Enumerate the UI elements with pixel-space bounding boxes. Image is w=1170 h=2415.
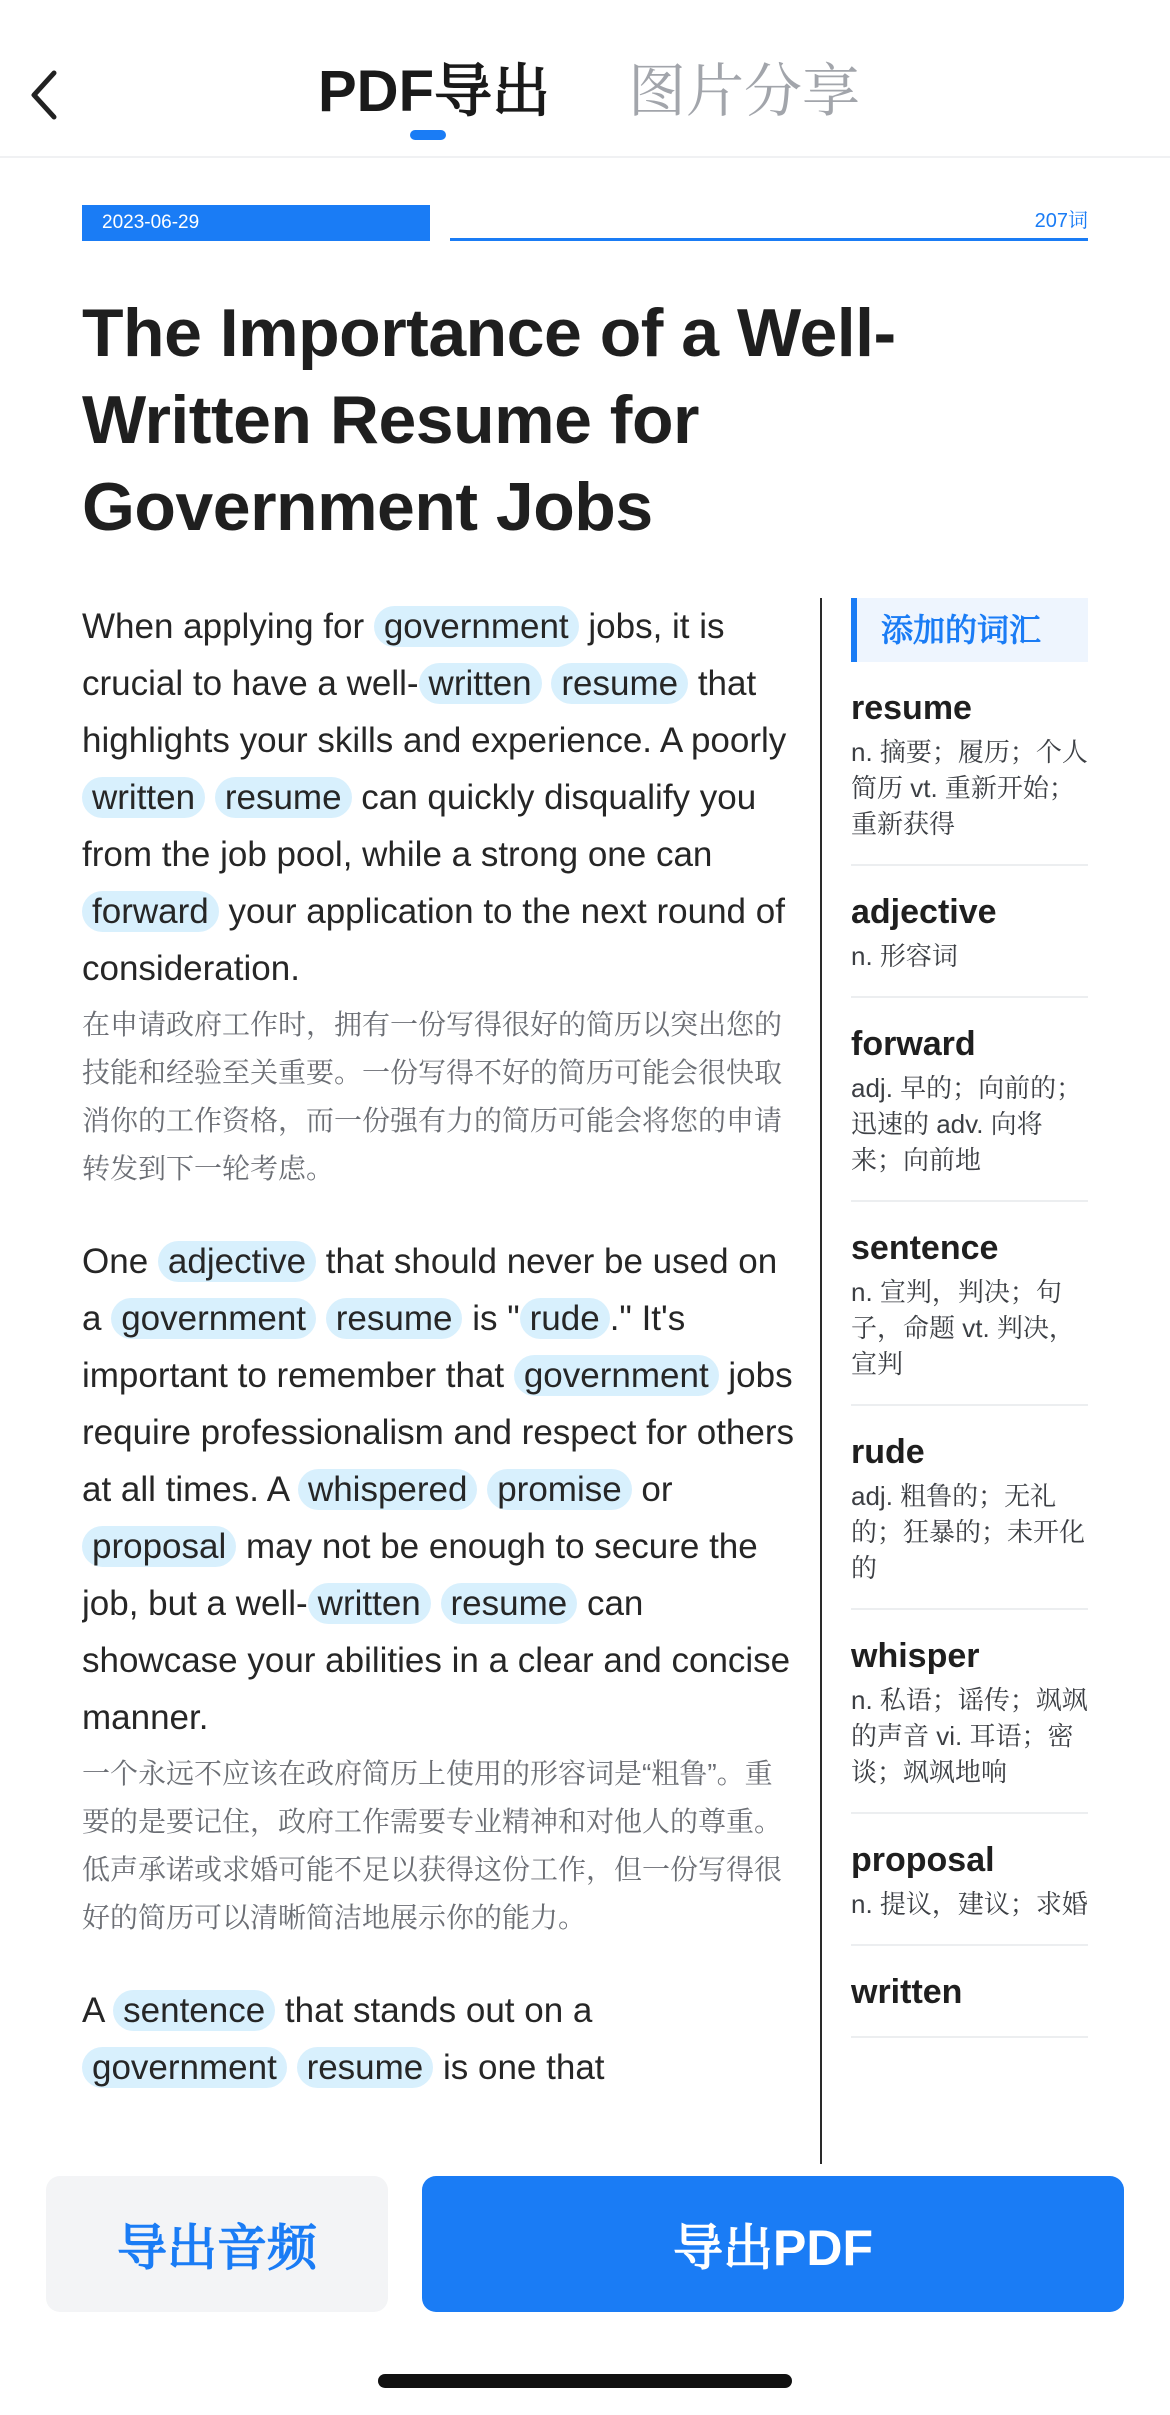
date-badge: 2023-06-29 bbox=[82, 205, 430, 241]
keyword-highlight[interactable]: resume bbox=[551, 663, 688, 704]
tab-image-share[interactable]: 图片分享 bbox=[628, 59, 861, 124]
keyword-highlight[interactable]: written bbox=[308, 1583, 431, 1624]
paragraph-translation: 一个永远不应该在政府简历上使用的形容词是“粗鲁”。重要的是要记住，政府工作需要专业精神和对他人的尊重。低声承诺或求婚可能不足以获得这份工作，但一份写得很好的简历可以清晰简洁地展示你的能力。 bbox=[82, 1758, 783, 1933]
keyword-highlight[interactable]: government bbox=[374, 606, 579, 647]
keyword-highlight[interactable]: government bbox=[111, 1298, 316, 1339]
vocab-definition: adj. 早的；向前的；迅速的 adv. 向将来；向前地 bbox=[851, 1073, 1083, 1175]
vocab-item[interactable] bbox=[851, 1814, 1088, 1946]
keyword-highlight[interactable]: forward bbox=[82, 891, 219, 932]
keyword-highlight[interactable]: resume bbox=[326, 1298, 463, 1339]
text-segment: your application to the next round of consideration. bbox=[82, 892, 785, 988]
keyword-highlight[interactable]: written bbox=[419, 663, 542, 704]
vocab-definition: n. 提议，建议；求婚 bbox=[851, 1889, 1088, 1919]
text-segment bbox=[542, 664, 552, 703]
vocab-definition: n. 摘要；履历；个人简历 vt. 重新开始；重新获得 bbox=[851, 737, 1088, 839]
paragraph-english bbox=[82, 1982, 794, 2096]
paragraph-translation: 在申请政府工作时，拥有一份写得很好的简历以突出您的技能和经验至关重要。一份写得不好的简历可能会很快取消你的工作资格，而一份强有力的简历可能会将您的申请转发到下一轮考虑。 bbox=[82, 1009, 783, 1184]
text-segment: that stands out on a bbox=[275, 1991, 593, 2030]
text-segment bbox=[205, 778, 215, 817]
text-segment: jobs, it is crucial to have a well- bbox=[82, 607, 725, 703]
vocab-sidebar bbox=[851, 598, 1088, 2164]
text-segment bbox=[316, 1299, 326, 1338]
vocab-item[interactable] bbox=[851, 866, 1088, 998]
word-count: 207词 bbox=[1034, 210, 1088, 232]
vocab-definition: n. 私语；谣传；飒飒的声音 vi. 耳语；密谈；飒飒地响 bbox=[851, 1685, 1088, 1787]
text-segment bbox=[431, 1584, 441, 1623]
text-segment: When applying for bbox=[82, 607, 374, 646]
article-title: The Importance of a Well-Written Resume for Government Jobs bbox=[82, 295, 896, 545]
text-segment: One bbox=[82, 1242, 158, 1281]
text-segment: can quickly disqualify you from the job pool, while a strong one can bbox=[82, 778, 757, 874]
text-segment: jobs require professionalism and respect for others at all times. A bbox=[82, 1356, 794, 1509]
meta-divider-line bbox=[450, 238, 1088, 241]
vocab-word: sentence bbox=[851, 1229, 999, 1267]
vocab-word: adjective bbox=[851, 893, 997, 931]
vocab-item[interactable] bbox=[851, 1610, 1088, 1814]
vocab-definition: adj. 粗鲁的；无礼的；狂暴的；未开化的 bbox=[851, 1481, 1086, 1583]
vocab-word: proposal bbox=[851, 1841, 995, 1879]
text-segment: or bbox=[631, 1470, 673, 1509]
keyword-highlight[interactable]: government bbox=[514, 1355, 719, 1396]
vocab-definition: n. 形容词 bbox=[851, 941, 958, 971]
keyword-highlight[interactable]: proposal bbox=[82, 1526, 236, 1567]
text-segment: is " bbox=[462, 1299, 520, 1338]
text-segment: that should never be used on a bbox=[82, 1242, 778, 1338]
text-segment: A bbox=[82, 1991, 114, 2030]
vocab-item[interactable] bbox=[851, 1202, 1088, 1406]
keyword-highlight[interactable]: resume bbox=[215, 777, 352, 818]
vocab-word: written bbox=[851, 1973, 963, 2011]
tab-active-indicator bbox=[410, 130, 446, 140]
export-audio-button[interactable]: 导出音频 bbox=[46, 2176, 388, 2312]
text-segment bbox=[287, 2048, 297, 2087]
text-segment: can showcase your abilities in a clear and concise manner. bbox=[82, 1584, 791, 1737]
tab-pdf-export[interactable]: PDF导出 bbox=[318, 59, 551, 124]
chevron-left-icon bbox=[28, 67, 60, 123]
vocab-word: forward bbox=[851, 1025, 976, 1063]
keyword-highlight[interactable]: rude bbox=[520, 1298, 610, 1339]
text-segment: is one that bbox=[433, 2048, 605, 2087]
keyword-highlight[interactable]: sentence bbox=[113, 1990, 275, 2031]
vocab-word: whisper bbox=[851, 1637, 980, 1675]
home-indicator bbox=[378, 2374, 792, 2388]
vocab-list bbox=[851, 662, 1088, 2038]
vocab-item[interactable] bbox=[851, 1406, 1088, 1610]
keyword-highlight[interactable]: government bbox=[82, 2047, 287, 2088]
header bbox=[0, 0, 1170, 158]
text-segment: may not be enough to secure the job, but a well- bbox=[82, 1527, 758, 1623]
back-button[interactable] bbox=[14, 58, 74, 132]
column-divider bbox=[820, 598, 822, 2164]
vocab-definition: n. 宣判，判决；句子，命题 vt. 判决，宣判 bbox=[851, 1277, 1075, 1379]
vocab-item[interactable] bbox=[851, 1946, 1088, 2038]
keyword-highlight[interactable]: resume bbox=[297, 2047, 434, 2088]
keyword-highlight[interactable]: adjective bbox=[158, 1241, 316, 1282]
vocab-item[interactable] bbox=[851, 662, 1088, 866]
paragraph-english bbox=[82, 598, 794, 997]
keyword-highlight[interactable]: resume bbox=[441, 1583, 578, 1624]
article-body bbox=[82, 598, 794, 2164]
vocab-word: resume bbox=[851, 689, 972, 727]
keyword-highlight[interactable]: whispered bbox=[298, 1469, 478, 1510]
vocab-header: 添加的词汇 bbox=[851, 598, 1088, 662]
keyword-highlight[interactable]: promise bbox=[487, 1469, 631, 1510]
keyword-highlight[interactable]: written bbox=[82, 777, 205, 818]
paragraph-english bbox=[82, 1233, 794, 1746]
vocab-word: rude bbox=[851, 1433, 925, 1471]
text-segment: ." It's important to remember that bbox=[82, 1299, 686, 1395]
export-pdf-button[interactable]: 导出PDF bbox=[422, 2176, 1124, 2312]
text-segment: that highlights your skills and experience. A poorly bbox=[82, 664, 787, 760]
vocab-item[interactable] bbox=[851, 998, 1088, 1202]
text-segment bbox=[477, 1470, 487, 1509]
